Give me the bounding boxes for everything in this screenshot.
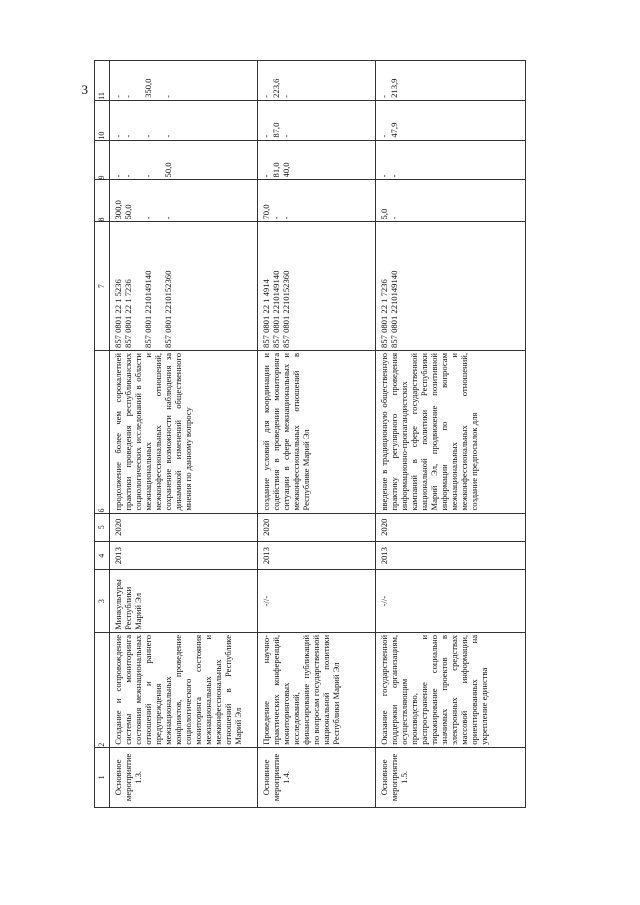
amount: 70,0 (261, 204, 271, 220)
responsible-executor: -//- (258, 570, 376, 633)
column-header: 7 (95, 222, 110, 350)
amount-cell (258, 100, 376, 140)
amount: - (281, 216, 291, 220)
column-header: 11 (95, 61, 110, 101)
end-year: 2020 (376, 513, 526, 541)
amount: - (113, 134, 123, 138)
amount: - (113, 95, 123, 98)
measure-number: Основное мероприятие 1.4. (258, 747, 376, 807)
blank-line (153, 103, 163, 138)
program-measures-table (94, 60, 526, 808)
amount-cell (110, 100, 258, 140)
column-header: 6 (95, 350, 110, 513)
column-header: 8 (95, 180, 110, 222)
amount-cell (376, 180, 526, 222)
amount: 81,0 (271, 162, 281, 178)
amount: - (123, 174, 133, 178)
column-header: 10 (95, 100, 110, 140)
amount-cell (258, 180, 376, 222)
column-header: 9 (95, 140, 110, 180)
amount-cell (110, 140, 258, 180)
amount-cell (376, 61, 526, 101)
expected-result: создание условий для координации и содействия в проведении мониторинга ситуации в сфере межнациональных и межконфессиональных отношений в Республике Марий Эл (258, 350, 376, 513)
amount: - (379, 174, 389, 178)
budget-code-cell (258, 222, 376, 350)
amount: 40,0 (281, 162, 291, 178)
budget-code: 857 0801 22 1 5236 (113, 279, 123, 348)
amount: - (281, 95, 291, 98)
measure-title: Проведение научно-практических конференций, мониторинговых исследований, финансирование публикаций по вопросам государственной национальной политики Республики Марий Эл (258, 632, 376, 747)
expected-result: введение в традиционную общественную практику регулярного проведения информационно-пропагандистских кампаний в сфере государственной национальной политики Республики Марий Эл, продвижение позитивной информации по вопросам межнациональных и межконфессиональных отношений, создание предпосылок для (376, 350, 526, 513)
amount: 47,9 (389, 122, 399, 138)
amount: 87,0 (271, 122, 281, 138)
start-year: 2013 (110, 541, 258, 569)
table-row (258, 61, 376, 808)
program-table-sheet (94, 60, 556, 808)
column-header: 1 (95, 747, 110, 807)
amount-cell (110, 61, 258, 101)
amount: 5,0 (379, 208, 389, 220)
amount: - (163, 95, 173, 98)
column-number-header (95, 61, 110, 808)
amount: 50,0 (123, 204, 133, 220)
amount: - (261, 174, 271, 178)
table-row (376, 61, 526, 808)
responsible-executor: Минкультуры Республики Марий Эл (110, 570, 258, 633)
expected-result: продолжение более чем сорокалетней практики проведения республиканских социологических исследований в области межнациональных и межконфессиональных отношений, сохранение возможности наблюдения за динамикой изменений общественного мнения по данному вопросу (110, 350, 258, 513)
measure-number: Основное мероприятие 1.5. (376, 747, 526, 807)
budget-code: 857 0801 2210152360 (163, 270, 173, 348)
start-year: 2013 (376, 541, 526, 569)
amount: - (113, 174, 123, 178)
amount: - (143, 134, 153, 138)
blank-line (153, 225, 163, 348)
budget-code-cell (110, 222, 258, 350)
measure-title: Оказание государственной поддержки организациям, осуществляющим производство, распространение и тиражирование социально значимых проектов в электронных средствах массовой информации, ориентированных на укрепление единства (376, 632, 526, 747)
column-header: 5 (95, 513, 110, 541)
blank-line (133, 63, 143, 98)
amount: - (143, 216, 153, 220)
amount-cell (258, 140, 376, 180)
measure-number: Основное мероприятие 1.3. (110, 747, 258, 807)
column-header: 3 (95, 570, 110, 633)
budget-code: 857 0801 22 1 7236 (123, 279, 133, 348)
amount: 213,9 (389, 78, 399, 98)
blank-line (133, 225, 143, 348)
end-year: 2020 (110, 513, 258, 541)
amount: 350,0 (143, 78, 153, 98)
amount: 223,6 (271, 78, 281, 98)
amount: - (261, 134, 271, 138)
amount: - (143, 174, 153, 178)
measure-title: Создание и сопровождение системы мониторинга состояния межнациональных отношений и раннего предупреждения межнациональных конфликтов, проведение социологического мониторинга состояния межнациональных и межконфессиональных отношений в Республике Марий Эл (110, 632, 258, 747)
blank-line (133, 182, 143, 219)
blank-line (153, 182, 163, 219)
blank-line (133, 103, 143, 138)
budget-code: 857 0801 2210149140 (389, 270, 399, 348)
blank-line (133, 143, 143, 178)
column-header: 2 (95, 632, 110, 747)
blank-line (153, 143, 163, 178)
amount: - (379, 95, 389, 98)
amount: 50,0 (163, 162, 173, 178)
amount-cell (376, 100, 526, 140)
budget-code: 857 0801 2210149140 (271, 270, 281, 348)
start-year: 2013 (258, 541, 376, 569)
budget-code: 857 0801 2210152360 (281, 270, 291, 348)
amount: - (261, 95, 271, 98)
table-row (110, 61, 258, 808)
amount: - (379, 134, 389, 138)
amount: - (389, 174, 399, 178)
amount: - (389, 216, 399, 220)
amount-cell (110, 180, 258, 222)
budget-code: 857 0801 2210149140 (143, 270, 153, 348)
amount: - (123, 95, 133, 98)
amount: - (163, 216, 173, 220)
budget-code: 857 0801 22 1 4914 (261, 279, 271, 348)
amount-cell (376, 140, 526, 180)
end-year: 2020 (258, 513, 376, 541)
page-number: 3 (81, 82, 88, 97)
amount: - (163, 134, 173, 138)
amount: 300,0 (113, 200, 123, 220)
amount: - (123, 134, 133, 138)
amount: - (281, 134, 291, 138)
amount: - (271, 216, 281, 220)
amount-cell (258, 61, 376, 101)
responsible-executor: -//- (376, 570, 526, 633)
budget-code-cell (376, 222, 526, 350)
blank-line (153, 63, 163, 98)
budget-code: 857 0801 22 1 7236 (379, 279, 389, 348)
column-header: 4 (95, 541, 110, 569)
